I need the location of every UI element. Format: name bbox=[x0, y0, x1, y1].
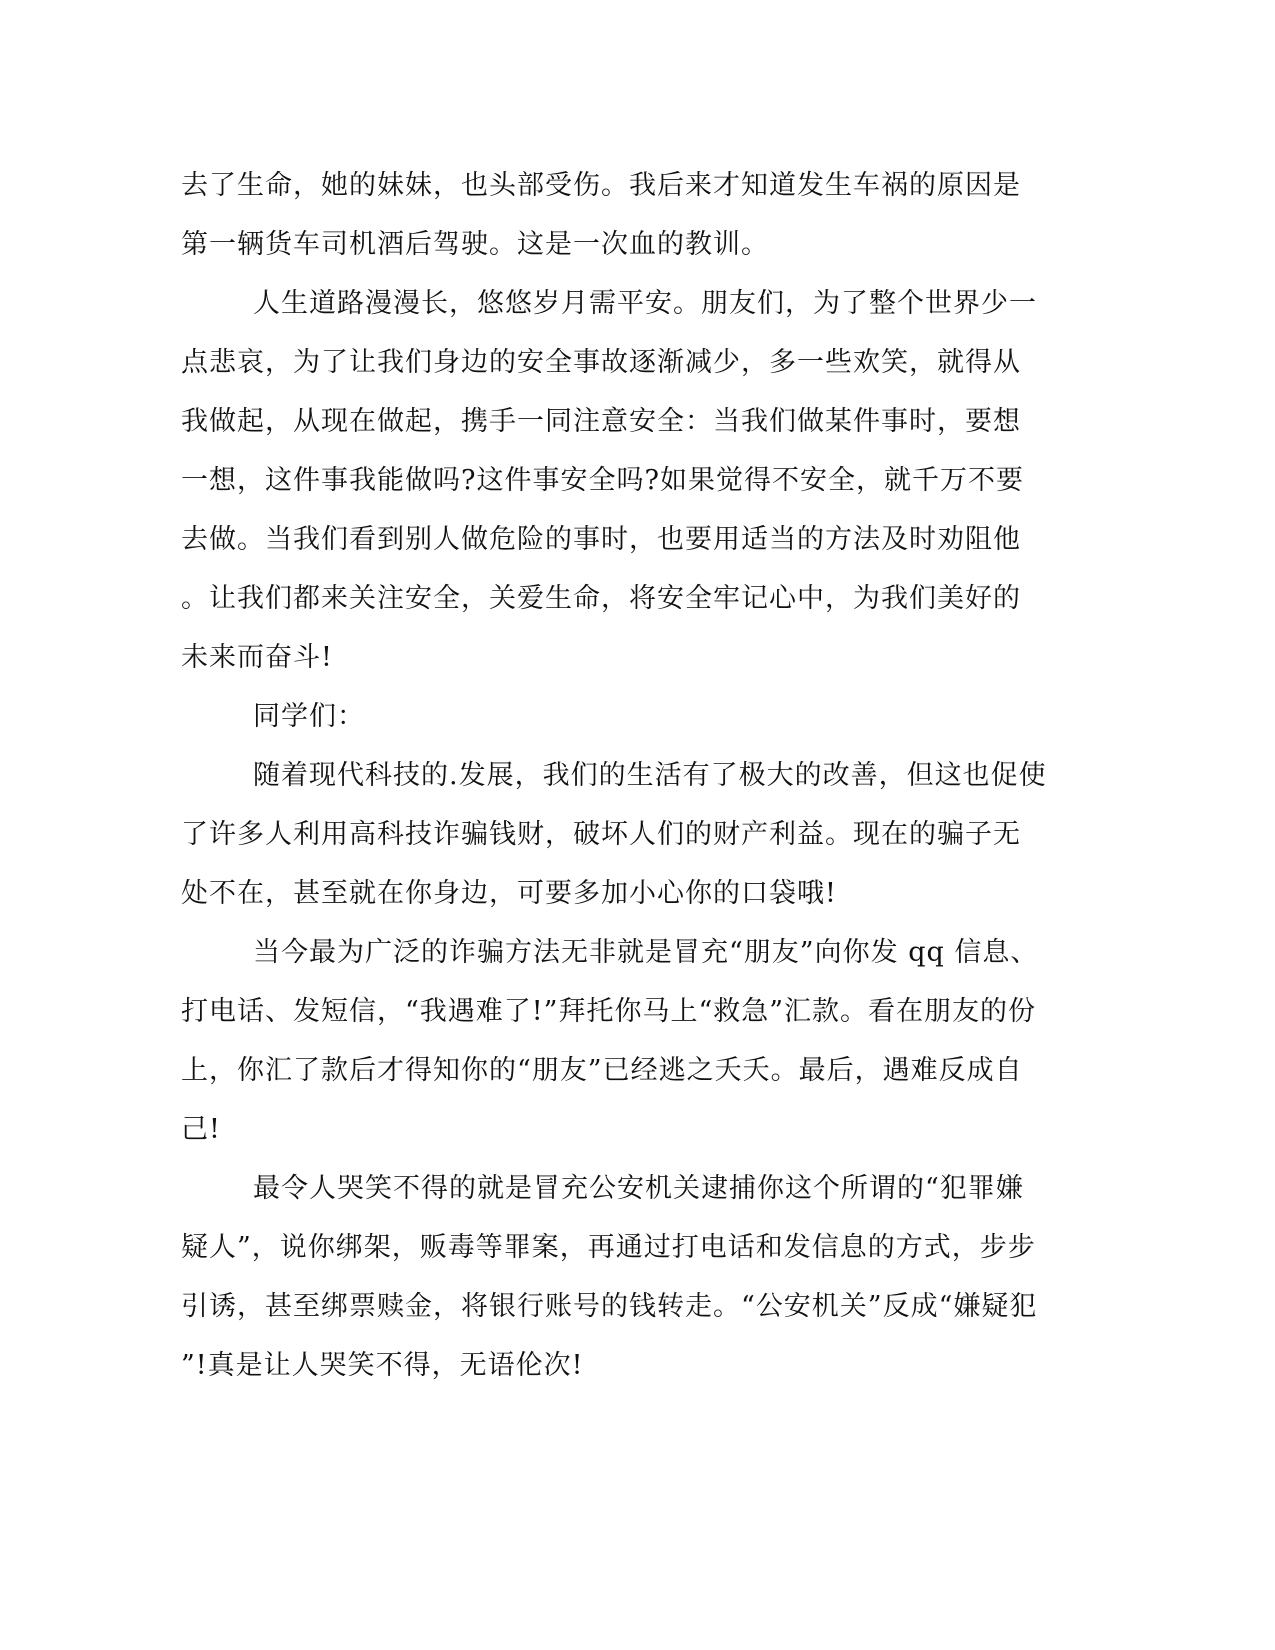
text-line: 。让我们都来关注安全，关爱生命，将安全牢记心中，为我们美好的 bbox=[181, 583, 1021, 614]
text-line: 上，你汇了款后才得知你的“朋友”已经逃之夭夭。最后，遇难反成自 bbox=[181, 1055, 1023, 1086]
text-line: 当今最为广泛的诈骗方法无非就是冒充“朋友”向你发 qq 信息、 bbox=[253, 937, 1039, 968]
text-line: 了许多人利用高科技诈骗钱财，破坏人们的财产利益。现在的骗子无 bbox=[181, 819, 1021, 850]
text-line: 我做起，从现在做起，携手一同注意安全：当我们做某件事时，要想 bbox=[181, 406, 1021, 437]
text-line: 去了生命，她的妹妹，也头部受伤。我后来才知道发生车祸的原因是 bbox=[181, 170, 1021, 201]
text-line: 疑人”，说你绑架，贩毒等罪案，再通过打电话和发信息的方式，步步 bbox=[181, 1232, 1036, 1263]
text-line: 打电话、发短信，“我遇难了!”拜托你马上“救急”汇款。看在朋友的份 bbox=[181, 996, 1037, 1027]
text-line: 第一辆货车司机酒后驾驶。这是一次血的教训。 bbox=[181, 229, 769, 260]
text-line: 同学们： bbox=[253, 701, 365, 732]
text-line: 去做。当我们看到别人做危险的事时，也要用适当的方法及时劝阻他 bbox=[181, 524, 1021, 555]
text-line: 引诱，甚至绑票赎金，将银行账号的钱转走。“公安机关”反成“嫌疑犯 bbox=[181, 1291, 1038, 1322]
text-line: ”!真是让人哭笑不得，无语伦次! bbox=[181, 1350, 584, 1381]
text-line: 点悲哀，为了让我们身边的安全事故逐渐减少，多一些欢笑，就得从 bbox=[181, 347, 1021, 378]
text-line: 未来而奋斗! bbox=[181, 642, 333, 673]
text-line: 己! bbox=[181, 1114, 221, 1145]
text-line: 一想，这件事我能做吗?这件事安全吗?如果觉得不安全，就千万不要 bbox=[181, 465, 1024, 496]
text-line: 处不在，甚至就在你身边，可要多加小心你的口袋哦! bbox=[181, 878, 837, 909]
text-line: 随着现代科技的.发展，我们的生活有了极大的改善，但这也促使 bbox=[253, 760, 1047, 791]
text-line: 人生道路漫漫长，悠悠岁月需平安。朋友们，为了整个世界少一 bbox=[253, 288, 1037, 319]
text-line: 最令人哭笑不得的就是冒充公安机关逮捕你这个所谓的“犯罪嫌 bbox=[253, 1173, 1024, 1204]
document-body bbox=[181, 156, 1047, 1395]
